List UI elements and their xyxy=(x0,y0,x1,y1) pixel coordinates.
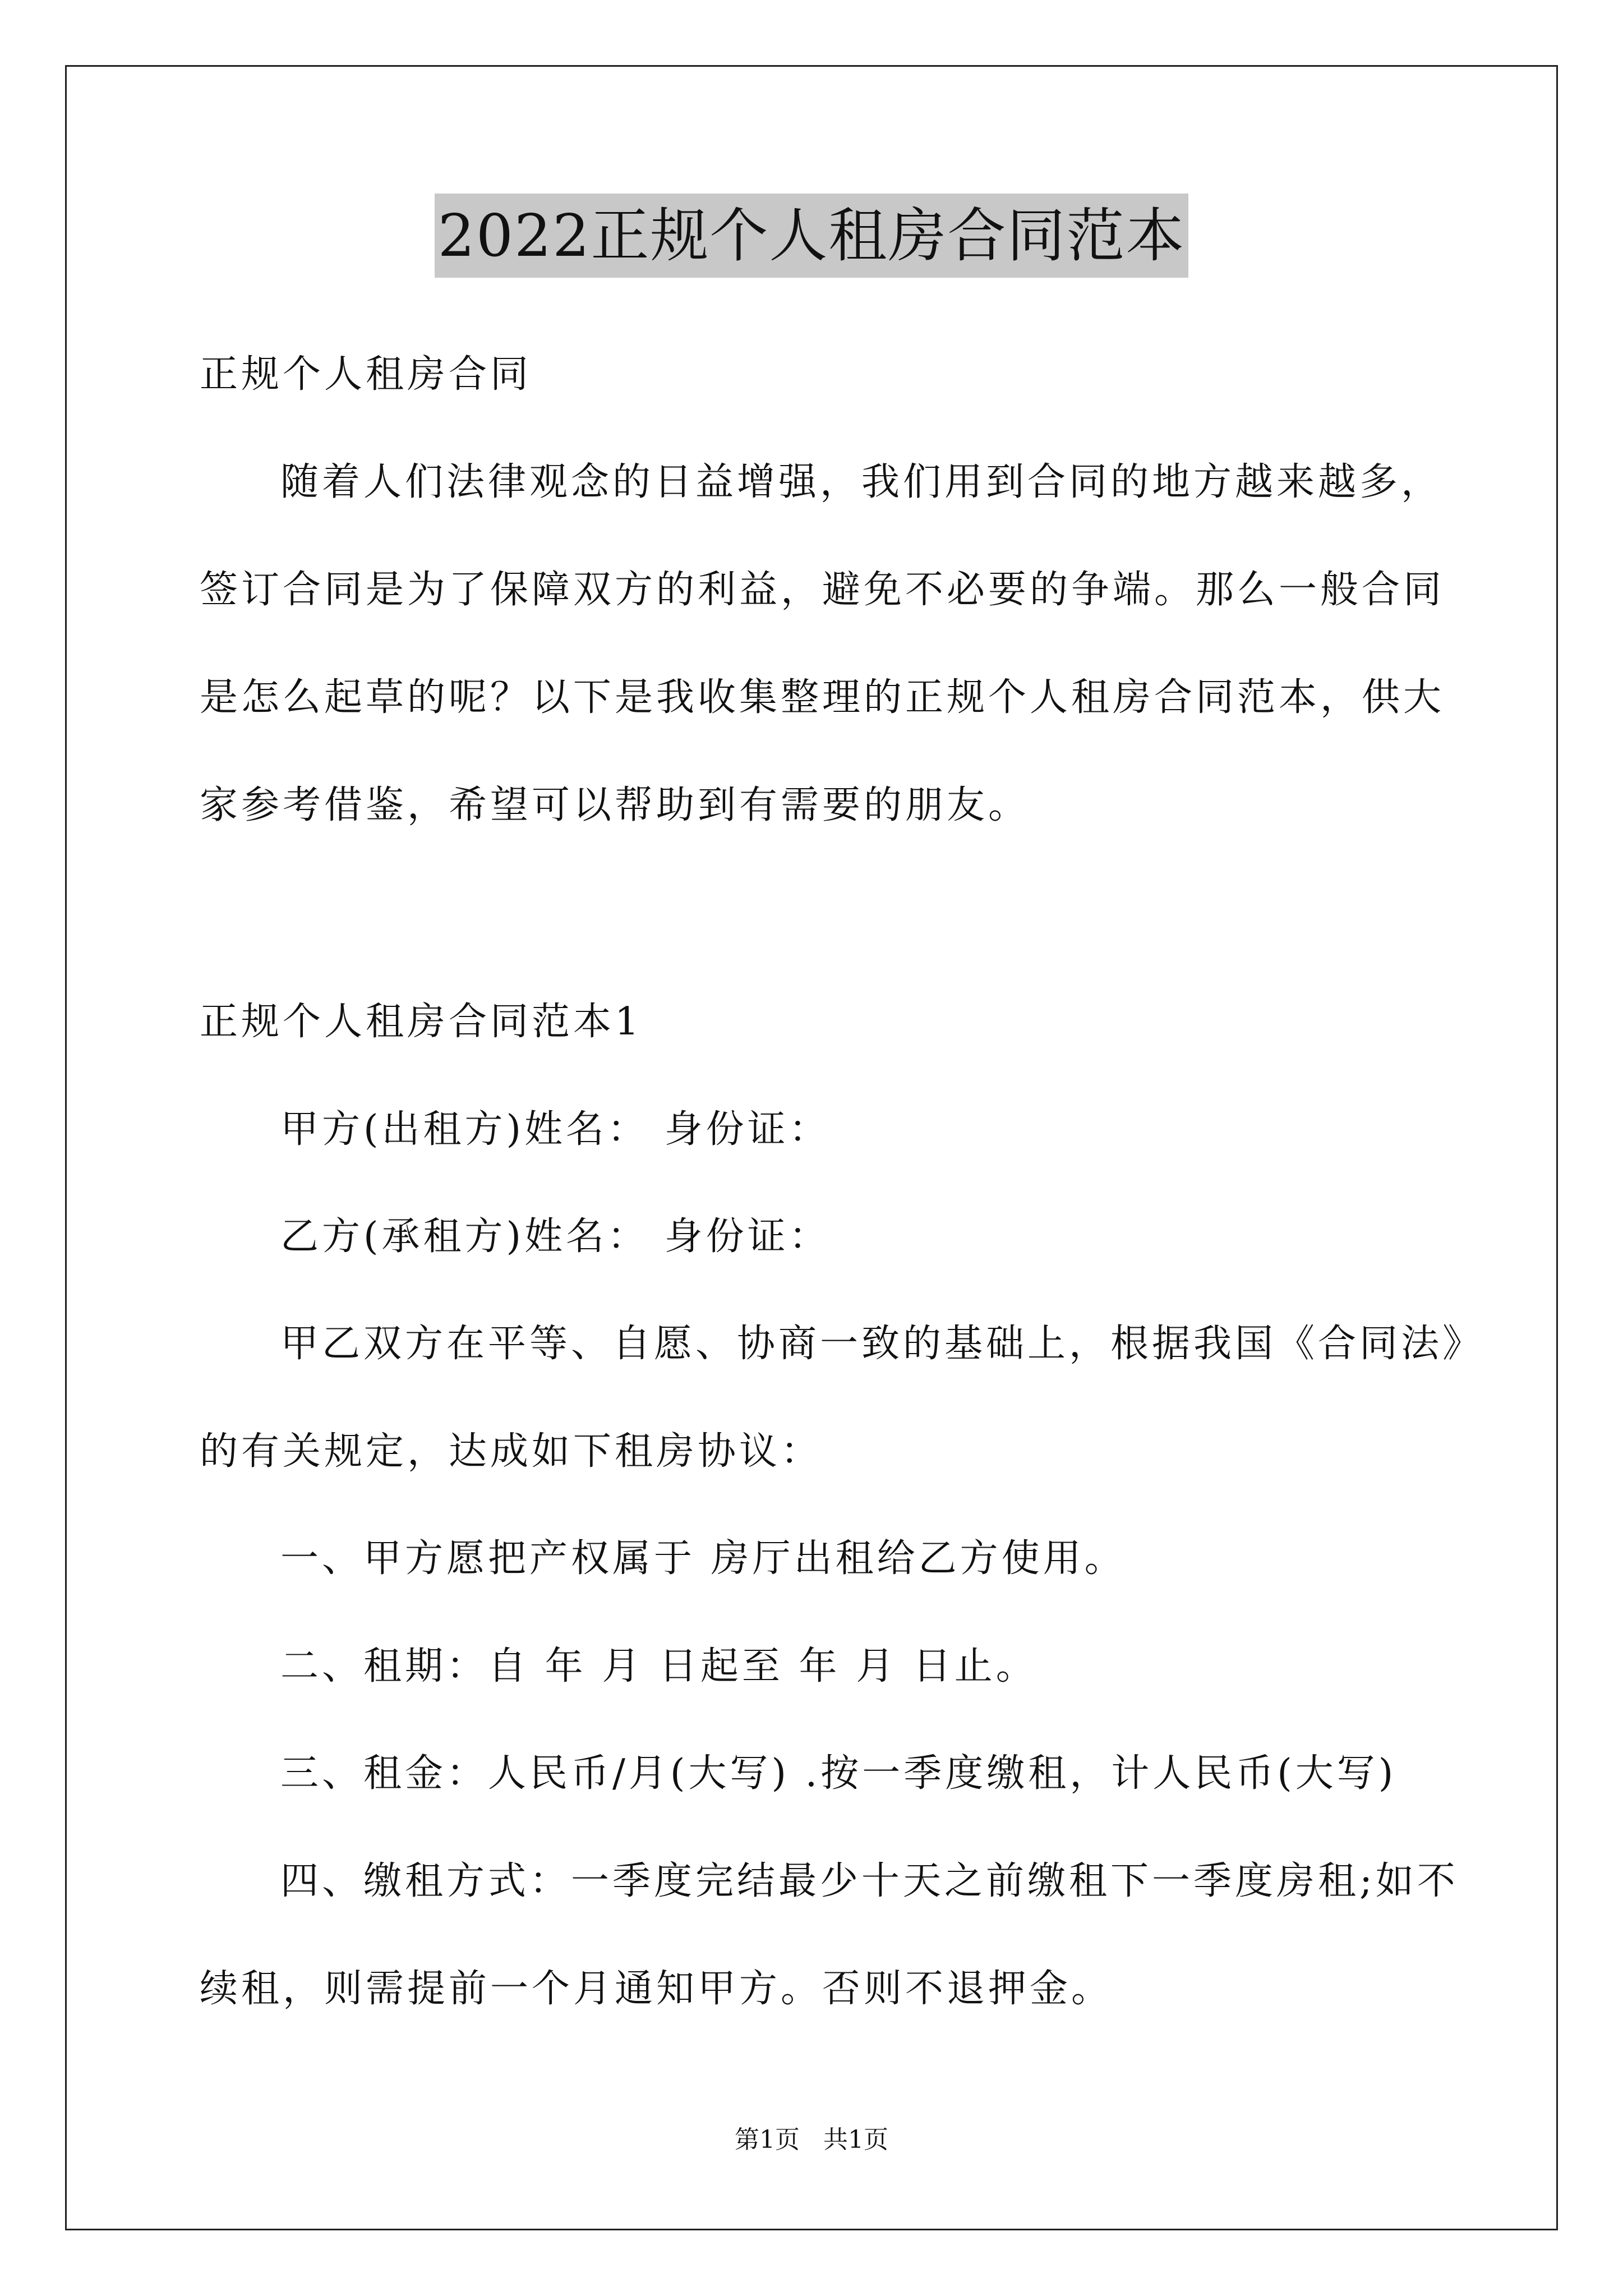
paragraph-line: 一、甲方愿把产权属于 房厅出租给乙方使用。 xyxy=(280,1536,1126,1581)
title-container xyxy=(0,194,1623,278)
paragraph-line: 的有关规定，达成如下租房协议： xyxy=(200,1429,823,1474)
paragraph-line: 二、租期：自 年 月 日起至 年 月 日止。 xyxy=(280,1644,1038,1688)
paragraph-line: 甲方(出租方)姓名： 身份证： xyxy=(280,1107,831,1152)
paragraph-line: 三、租金：人民币/月(大写) .按一季度缴租，计人民币(大写) xyxy=(280,1751,1397,1796)
paragraph-line: 家参考借鉴，希望可以帮助到有需要的朋友。 xyxy=(200,783,1030,827)
paragraph-line: 乙方(承租方)姓名： 身份证： xyxy=(280,1214,831,1259)
section-heading: 正规个人租房合同范本1 xyxy=(200,1000,643,1044)
paragraph-line: 随着人们法律观念的日益增强，我们用到合同的地方越来越多， xyxy=(280,460,1443,504)
paragraph-line: 是怎么起草的呢？以下是我收集整理的正规个人租房合同范本，供大 xyxy=(200,675,1445,720)
paragraph-line: 续租，则需提前一个月通知甲方。否则不退押金。 xyxy=(200,1967,1113,2011)
document-title: 2022正规个人租房合同范本 xyxy=(435,194,1189,278)
page-footer: 第1页 共1页 xyxy=(735,2125,888,2154)
paragraph-line: 甲乙双方在平等、自愿、协商一致的基础上，根据我国《合同法》 xyxy=(280,1322,1484,1366)
paragraph-line: 四、缴租方式：一季度完结最少十天之前缴租下一季度房租;如不 xyxy=(280,1859,1459,1903)
section-heading: 正规个人租房合同 xyxy=(200,352,532,397)
paragraph-line: 签订合同是为了保障双方的利益，避免不必要的争端。那么一般合同 xyxy=(200,568,1445,612)
